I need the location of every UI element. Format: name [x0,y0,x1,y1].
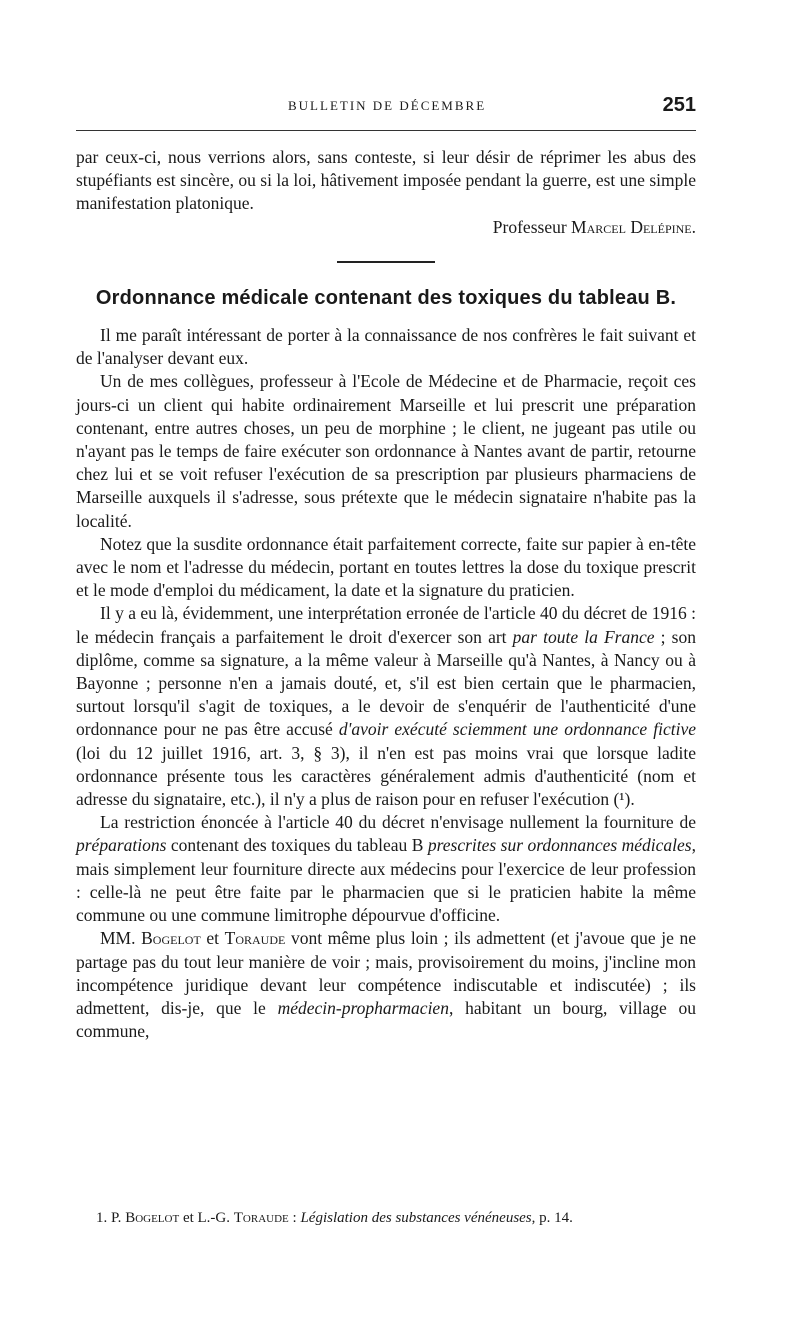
footnote-text-b: et L.-G. [179,1210,234,1226]
p5-text-b: contenant des toxiques du tableau B [166,835,428,856]
p5-text-c: , mais simplement leur fourniture directe aux médecins pour l'exercice de leur profession : celle-là ne peut être faite par le pharmacien que si le praticien habite la même commune ou une commune limitrophe dépourvue d'officine. [76,835,696,926]
p5-text-a: La restriction énoncée à l'article 40 du décret n'envisage nullement la fourniture de [100,812,696,833]
p6-text-a: MM. [100,928,142,949]
p5-italic-1: préparations [76,835,167,856]
p4-text-a: Il y a eu là, évidemment, une interprétation erronée de l'article 40 du décret de 1916 : le médecin français a parfaitement le droit d'exercer son art [76,603,696,647]
paragraph-3: Notez que la susdite ordonnance était parfaitement correcte, faite sur papier à en-tête avec le nom et l'adresse du médecin, portant en toutes lettres la dose du toxique prescrit et le mode d'emploi du médicament, la date et la signature du praticien. [76,533,696,601]
opening-paragraph: par ceux-ci, nous verrions alors, sans conteste, si leur désir de réprimer les abus des stupéfiants est sincère, ou si la loi, hâtivement imposée pendant la guerre, est une simple manifestation platonique. [76,147,696,214]
footnote-author-1: Bogelot [125,1210,180,1226]
p6-text-b: et [200,928,225,949]
p6-text-d: , habitant un bourg, village ou commune, [76,997,696,1042]
author-signature [76,216,696,239]
footnote [96,1208,696,1228]
p5-italic-2: prescrites sur ordonnances médicales [427,835,692,856]
p4-text-b: ; son diplôme, comme sa signature, a la même valeur à Marseille qu'à Nantes, à Nancy ou à Bayonne ; personne n'en a jamais douté, et, s'il est bien certain que le pharmacien, surtout lorsqu'il s'agit de toxiques, a le devoir de s'enquérir de l'authenticité d'une ordonnance pour ne pas être accusé [76,626,696,740]
p4-text-c: (loi du 12 juillet 1916, art. 3, § 3), il n'en est pas moins vrai que lorsque ladite ordonnance présente tous les caractères généralement admis d'authenticité (nom et adresse du signataire, etc.), il n'y a plus de raison pour en refuser l'exécution (¹). [76,742,696,810]
p6-author-1: Bogelot [141,928,201,949]
paragraph-4 [76,602,696,811]
section-title: Ordonnance médicale contenant des toxiques du tableau B. [95,286,677,309]
paragraph-2: Un de mes collègues, professeur à l'Ecole de Médecine et de Pharmacie, reçoit ces jours-ci un client qui habite ordinairement Marseille et lui prescrit une préparation contenant, entre autres choses, un peu de morphine ; le client, ne jugeant pas utile ou n'ayant pas le temps de faire exécuter son ordonnance à Nantes avant de partir, retourne chez lui et se voit refuser l'exécution de sa prescription par plusieurs pharmaciens de Marseille auxquels il s'adresse, sous prétexte que le médecin signataire n'habite pas la localité. [76,371,696,531]
page-body [76,146,696,1043]
footnote-author-2: Toraude [233,1210,289,1226]
p6-author-2: Toraude [224,928,286,949]
p4-italic-2: d'avoir exécuté sciemment une ordonnance fictive [338,719,696,740]
p6-italic-1: médecin-propharmacien [277,997,449,1018]
header-rule [76,130,696,131]
page-header [76,94,696,120]
page-number: 251 [662,94,696,116]
p4-italic-1: par toute la France [512,626,655,647]
signature-prefix: Professeur [492,216,572,237]
p6-text-c: vont même plus loin ; ils admettent (et j'avoue que je ne partage pas du tout leur manière de voir ; mais, provisoirement du moins, j'incline mon incompétence juridique devant leur compétence indiscutable et indiscutée) ; ils admettent, dis-je, que le [76,928,696,1018]
paragraph-1: Il me paraît intéressant de porter à la connaissance de nos confrères le fait suivant et de l'analyser devant eux. [76,325,696,369]
section-separator [337,261,435,263]
footnote-text-a: 1. P. [96,1210,126,1226]
footnote-book-title: Législation des substances vénéneuses [300,1210,532,1226]
paragraph-5 [76,811,696,927]
signature-name: Marcel Delépine. [571,216,696,237]
running-title: BULLETIN DE DÉCEMBRE [288,98,487,113]
paragraph-6 [76,927,696,1043]
footnote-text-c: : [288,1210,301,1226]
footnote-text-d: , p. 14. [531,1210,573,1226]
